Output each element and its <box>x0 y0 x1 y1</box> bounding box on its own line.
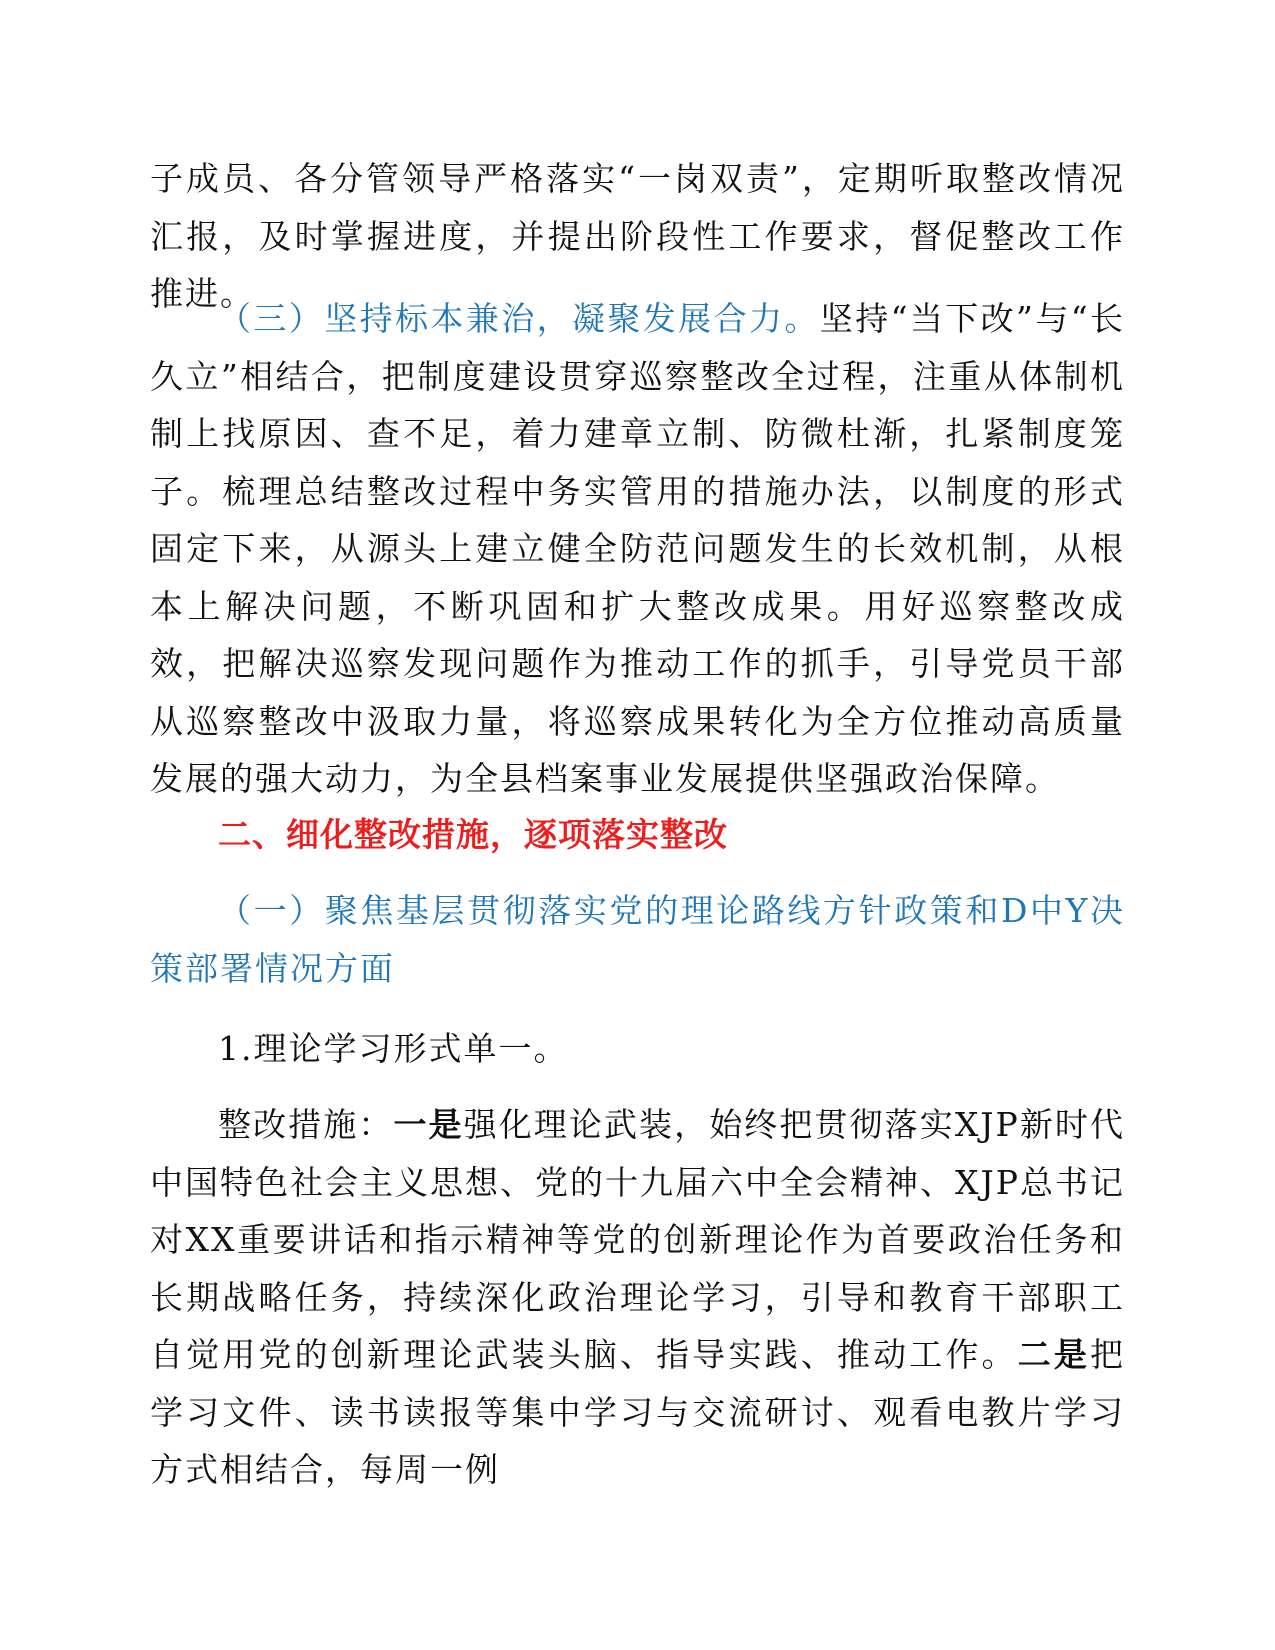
paragraph-section-three <box>150 290 1125 808</box>
paragraph-text: 坚持“当下改”与“长久立”相结合，把制度建设贯穿巡察整改全过程，注重从体制机制上找原因、查不足，着力建章立制、防微杜渐，扎紧制度笼子。梳理总结整改过程中务实管用的措施办法，以制度的形式固定下来，从源头上建立健全防范问题发生的长效机制，从根本上解决问题，不断巩固和扩大整改成果。用好巡察整改成效，把解决巡察发现问题作为推动工作的抓手，引导党员干部从巡察整改中汲取力量，将巡察成果转化为全方位推动高质量发展的强大动力，为全县档案事业发展提供坚强政治保障。 <box>150 299 1126 798</box>
section-heading-two <box>150 806 1125 864</box>
section-heading-text: 二、细化整改措施，逐项落实整改 <box>218 815 728 854</box>
measure-two-label: 二是 <box>1017 1335 1091 1374</box>
measure-one-text: 强化理论武装，始终把贯彻落实XJP新时代中国特色社会主义思想、党的十九届六中全会精神、XJP总书记对XX重要讲话和指示精神等党的创新理论作为首要政治任务和长期战略任务，持续深化政治理论学习，引导和教育干部职工自觉用党的创新理论武装头脑、指导实践、推动工作。 <box>150 1105 1125 1374</box>
measures-lead: 整改措施： <box>218 1105 394 1144</box>
item-heading <box>150 1020 1125 1078</box>
measure-two-text: 把学习文件、读书读报等集中学习与交流研讨、观看电教片学习方式相结合，每周一例 <box>150 1335 1126 1489</box>
paragraph-measures <box>150 1096 1125 1499</box>
measure-one-label: 一是 <box>393 1105 464 1144</box>
subheading-section-three: （三）坚持标本兼治，凝聚发展合力。 <box>218 299 820 338</box>
subheading-one-text: （一）聚焦基层贯彻落实党的理论路线方针政策和D中Y决策部署情况方面 <box>150 891 1125 988</box>
item-heading-text: 1.理论学习形式单一。 <box>218 1029 569 1068</box>
subheading-one <box>150 882 1125 997</box>
paragraph-text: 子成员、各分管领导严格落实“一岗双责”，定期听取整改情况汇报，及时掌握进度，并提出阶段性工作要求，督促整改工作推进。 <box>150 159 1125 313</box>
